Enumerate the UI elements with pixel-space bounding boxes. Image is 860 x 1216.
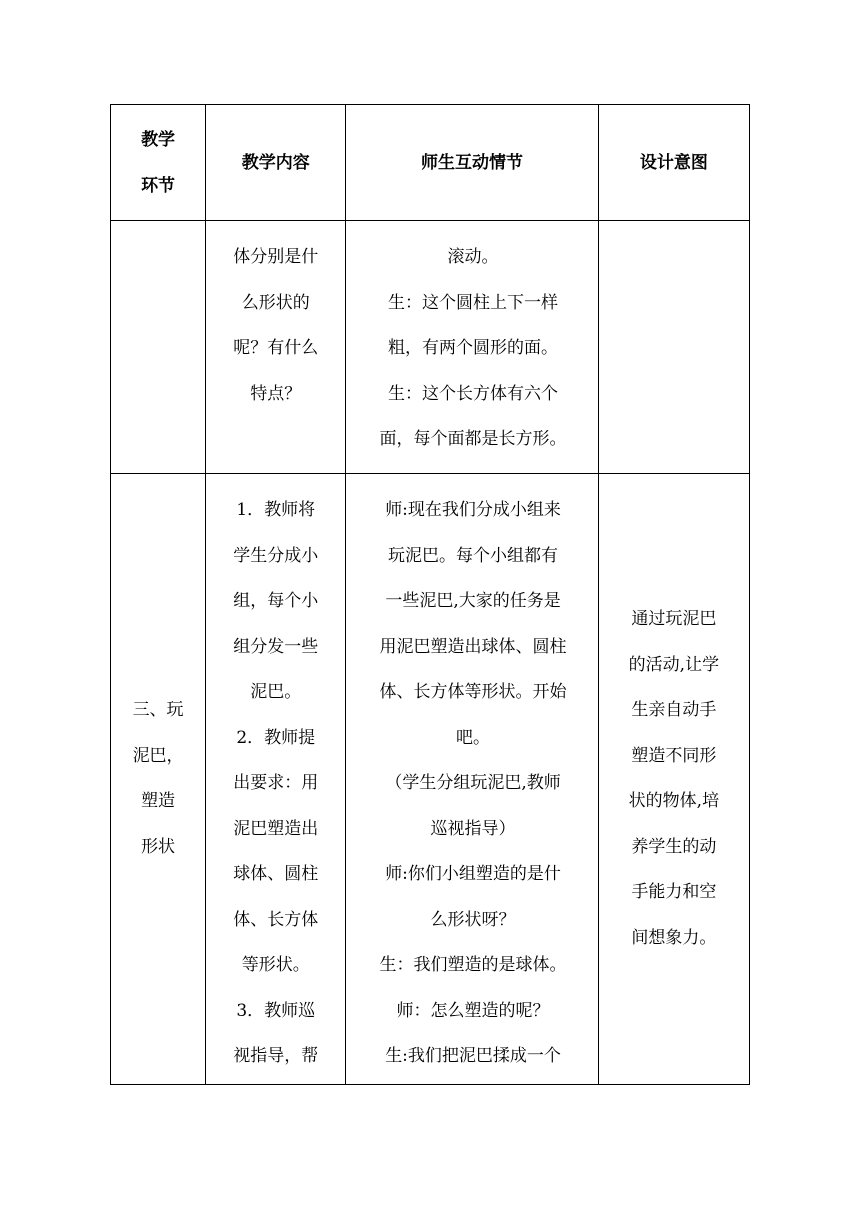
text-line: 生亲自动手 [631,700,717,720]
text-line: 组分发一些 [233,636,319,657]
text-line: 师:你们小组塑造的是什 [385,864,561,884]
header-stage-line: 教学 [141,129,176,150]
interaction-cell [346,221,598,474]
text-line: 泥巴塑造出 [233,818,319,839]
text-line: 吧。 [456,727,491,748]
text-line: 养学生的动 [631,836,717,857]
text-line: 形状 [141,836,176,857]
text-line: 一些泥巴,大家的任务是 [385,591,561,611]
lesson-plan-table [110,104,750,1085]
text-line: 么形状呀？ [430,909,516,930]
header-interaction: 师生互动情节 [346,105,598,221]
text-line: 体、长方体等形状。开始 [379,682,567,702]
text-line: 状的物体,培 [628,791,720,811]
text-line: 1．教师将 [236,500,316,520]
text-line: 特点？ [250,383,302,404]
text-line: 呢？有什么 [233,338,319,358]
text-line: 滚动。 [447,247,499,267]
header-stage [111,105,206,221]
text-line: 生：我们塑造的是球体。 [379,955,567,975]
text-line: 体、长方体 [233,909,319,930]
text-line: （学生分组玩泥巴,教师 [385,773,561,793]
intent-text [599,597,749,961]
text-line: 生：这个长方体有六个 [388,383,559,404]
stage-cell [111,221,206,474]
text-line: 生：这个圆柱上下一样 [388,292,559,313]
intent-cell [598,221,749,474]
text-line: 间想象力。 [631,927,717,948]
table-row [111,474,750,1085]
text-line: 用泥巴塑造出球体、圆柱 [379,636,567,657]
text-line: 学生分成小 [233,545,319,566]
text-line: 塑造不同形 [631,745,717,766]
intent-cell [598,474,749,1085]
text-line: 塑造 [141,791,176,811]
header-content: 教学内容 [206,105,346,221]
content-cell [206,474,346,1085]
text-line: 粗，有两个圆形的面。 [388,338,559,358]
text-line: 手能力和空 [631,882,717,902]
text-line: 生:我们把泥巴揉成一个 [385,1046,561,1066]
header-stage-line: 环节 [141,175,176,196]
text-line: 泥巴， [132,745,184,766]
text-line: 三、玩 [132,700,184,720]
content-text [206,474,345,1080]
text-line: 师：怎么塑造的呢？ [396,1000,550,1021]
content-text [206,221,345,417]
interaction-cell [346,474,598,1085]
text-line: 通过玩泥巴 [631,609,717,629]
text-line: 2．教师提 [236,727,316,748]
header-row [111,105,750,221]
text-line: 3．教师巡 [236,1000,316,1021]
header-intent: 设计意图 [598,105,749,221]
interaction-text [346,474,597,1080]
text-line: 巡视指导） [430,818,516,839]
text-line: 出要求：用 [233,773,319,793]
text-line: 师:现在我们分成小组来 [385,500,561,520]
content-cell [206,221,346,474]
text-line: 么形状的 [241,292,310,313]
text-line: 玩泥巴。每个小组都有 [388,545,559,566]
text-line: 等形状。 [241,955,310,975]
text-line: 球体、圆柱 [233,864,319,884]
text-line: 的活动,让学 [628,654,720,675]
stage-text [111,688,205,870]
table-row [111,221,750,474]
interaction-text [346,221,597,463]
text-line: 组，每个小 [233,591,319,611]
stage-cell [111,474,206,1085]
text-line: 面，每个面都是长方形。 [379,429,567,449]
text-line: 视指导，帮 [233,1046,319,1066]
text-line: 泥巴。 [250,682,302,702]
text-line: 体分别是什 [233,247,319,267]
